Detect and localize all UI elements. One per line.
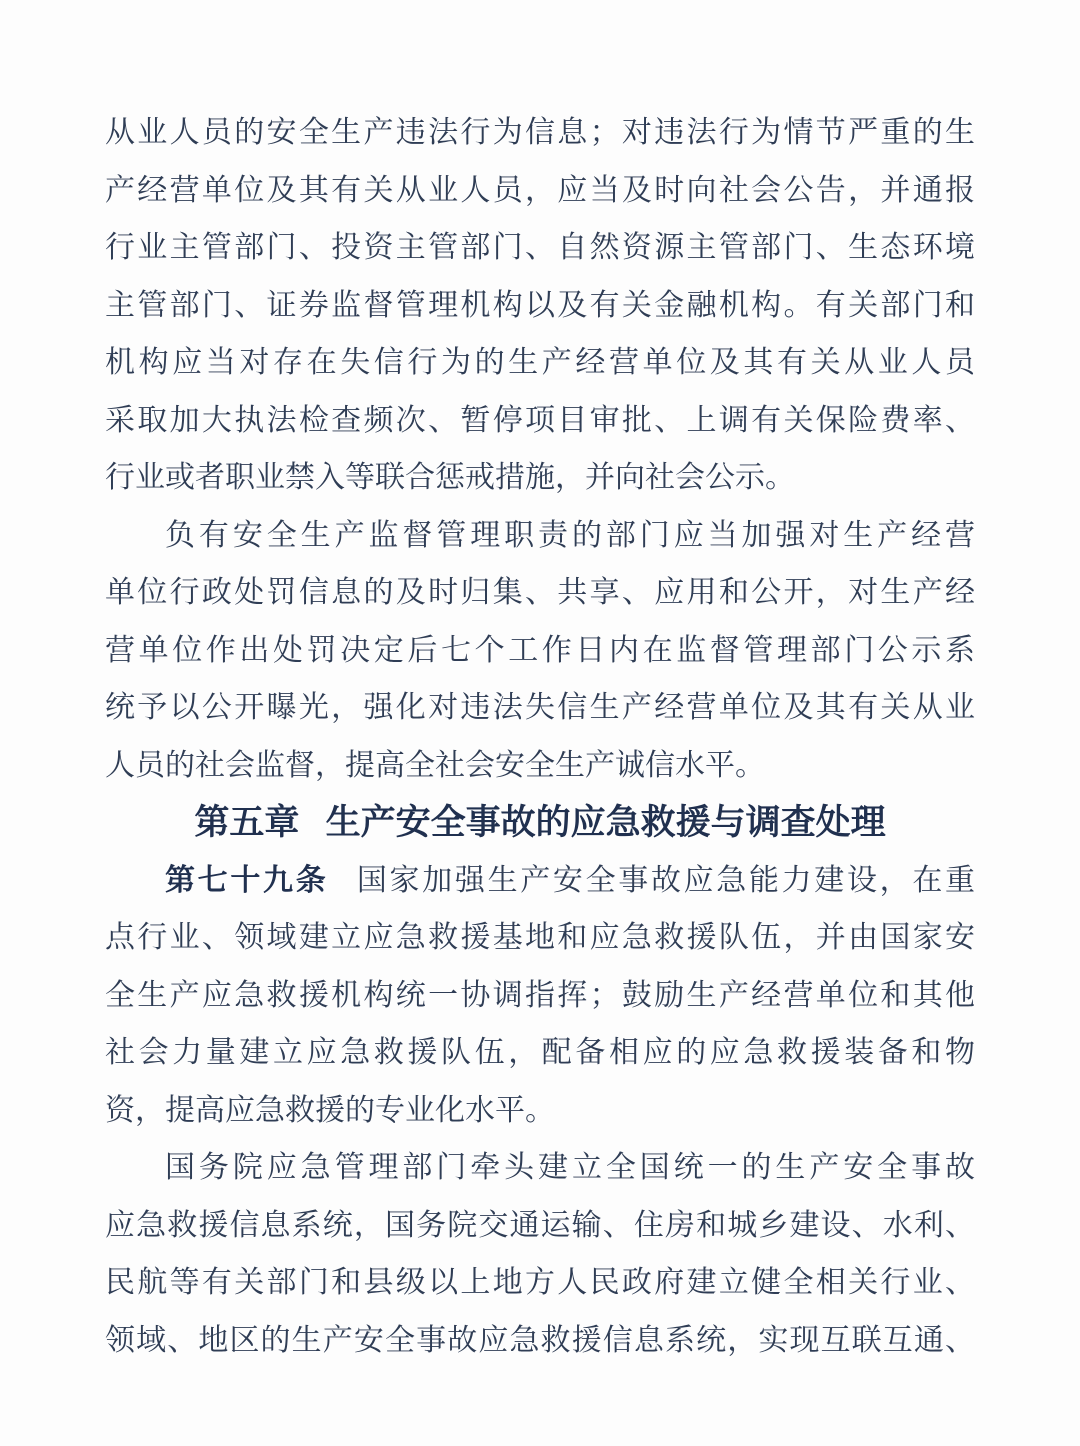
text-line: 产经营单位及其有关从业人员，应当及时向社会公告，并通报 xyxy=(105,173,975,207)
text-line: 应急救援信息系统，国务院交通运输、住房和城乡建设、水利、 xyxy=(105,1208,975,1242)
text-line: 营单位作出处罚决定后七个工作日内在监督管理部门公示系 xyxy=(105,633,975,667)
paragraph-punishment-disclosure xyxy=(105,507,975,795)
text-line: 点行业、领域建立应急救援基地和应急救援队伍，并由国家安 xyxy=(105,921,975,954)
text-line: 民航等有关部门和县级以上地方人民政府建立健全相关行业、 xyxy=(105,1266,975,1299)
text-line: 从业人员的安全生产违法行为信息；对违法行为情节严重的生 xyxy=(105,116,975,149)
text-line: 行业主管部门、投资主管部门、自然资源主管部门、生态环境 xyxy=(105,231,975,264)
text-line: 国家加强生产安全事故应急能力建设，在重 xyxy=(356,863,976,897)
article-number-label: 第七十九条 xyxy=(165,863,329,897)
text-line: 统予以公开曝光，强化对违法失信生产经营单位及其有关从业 xyxy=(105,691,975,724)
text-line: 单位行政处罚信息的及时归集、共享、应用和公开，对生产经 xyxy=(105,576,975,609)
text-line: 国务院应急管理部门牵头建立全国统一的生产安全事故 xyxy=(165,1151,975,1184)
chapter-title: 生产安全事故的应急救援与调查处理 xyxy=(325,803,886,842)
chapter-heading xyxy=(105,794,975,852)
text-line: 行业或者职业禁入等联合惩戒措施，并向社会公示。 xyxy=(105,461,795,494)
paragraph-article-79 xyxy=(105,852,975,1140)
paragraph-credit-penalties xyxy=(105,104,975,507)
text-line: 领域、地区的生产安全事故应急救援信息系统，实现互联互通、 xyxy=(105,1323,975,1357)
text-line: 社会力量建立应急救援队伍，配备相应的应急救援装备和物 xyxy=(105,1036,975,1069)
text-line: 人员的社会监督，提高全社会安全生产诚信水平。 xyxy=(105,748,765,782)
text-line: 主管部门、证券监督管理机构以及有关金融机构。有关部门和 xyxy=(105,288,975,322)
text-line: 负有安全生产监督管理职责的部门应当加强对生产经营 xyxy=(165,518,975,552)
text-line: 资，提高应急救援的专业化水平。 xyxy=(105,1093,555,1127)
text-line: 全生产应急救援机构统一协调指挥；鼓励生产经营单位和其他 xyxy=(105,978,975,1012)
text-column xyxy=(105,104,975,1369)
article-first-line xyxy=(105,852,975,910)
text-line: 机构应当对存在失信行为的生产经营单位及其有关从业人员 xyxy=(105,346,975,379)
text-line: 采取加大执法检查频次、暂停项目审批、上调有关保险费率、 xyxy=(105,403,975,437)
chapter-number: 第五章 xyxy=(194,803,300,842)
paragraph-rescue-info-system xyxy=(105,1139,975,1369)
